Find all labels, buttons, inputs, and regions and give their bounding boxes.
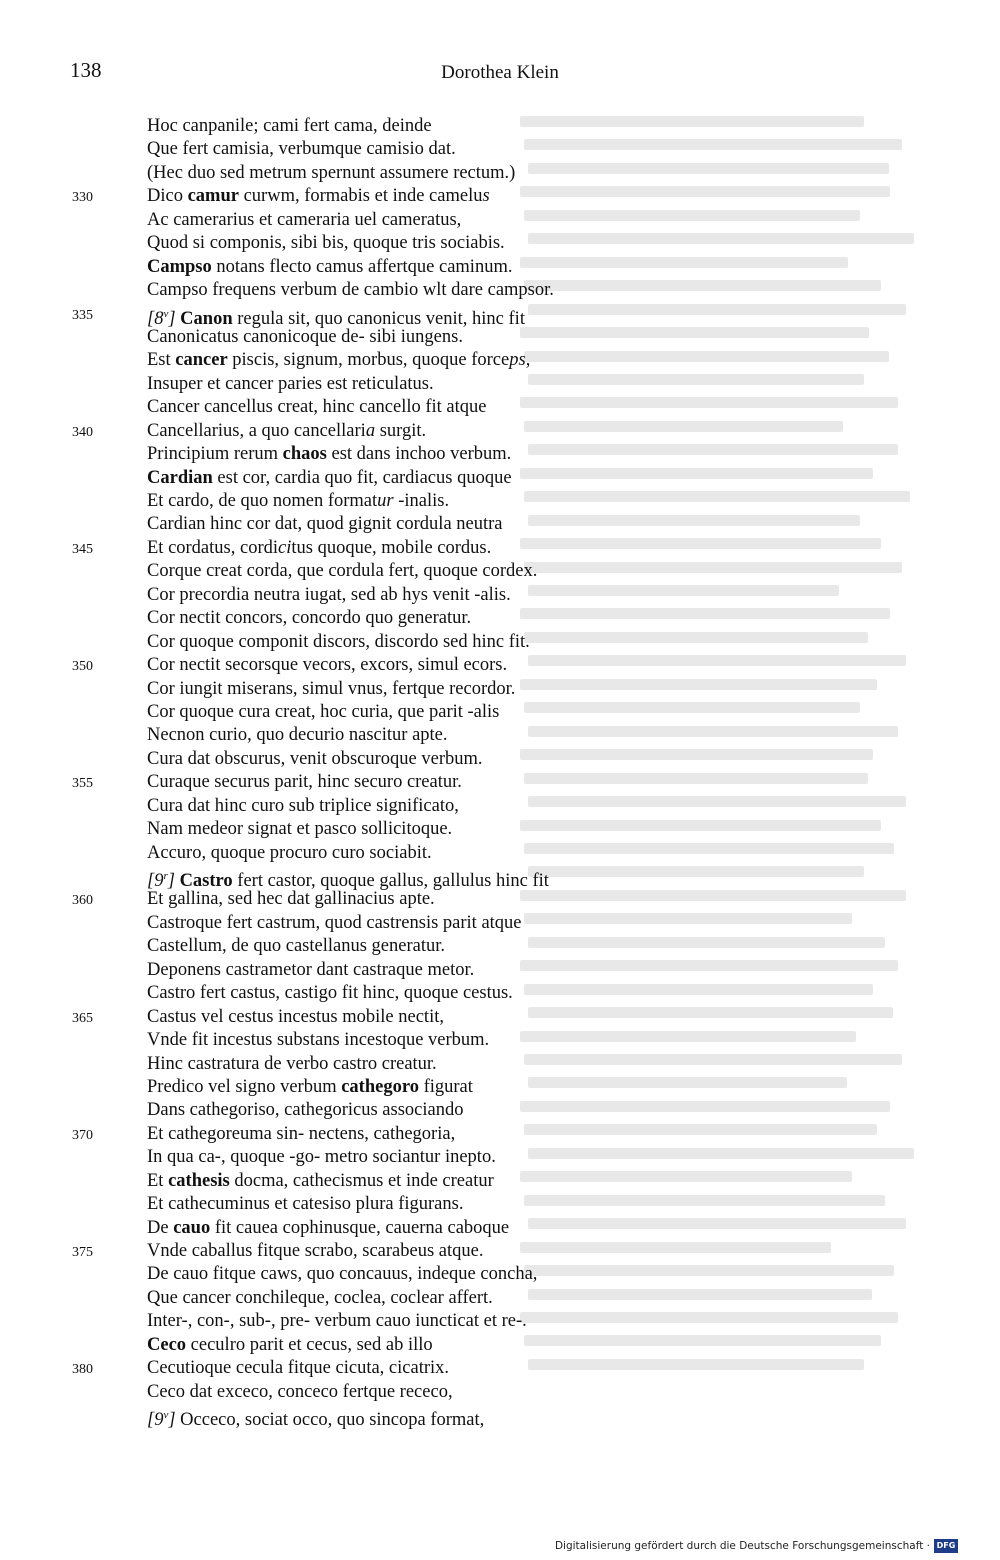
verse-text [147,115,432,138]
italic-text: ci [278,537,292,558]
text-run: fert castor, quoque gallus, gallulus hinc fit [232,871,549,892]
verse-text [147,162,515,185]
verse-text [147,748,483,771]
verse-text [147,818,452,841]
lemma-bold: Campso [147,256,212,277]
verse-line [0,1170,1000,1193]
text-run: Occeco, sociat occo, quo sincopa format, [180,1410,485,1431]
verse-line [0,1240,1000,1263]
verse-text [147,912,522,935]
text-run: Predico vel signo verbum [147,1076,342,1097]
text-run: Cor quoque cura creat, hoc curia, que parit -alis [147,701,500,722]
verse-line [0,771,1000,794]
verse-text [147,678,515,701]
verse-text [147,1240,483,1263]
folio-side-superscript: v [163,1409,169,1422]
italic-text: [9 [147,1410,164,1431]
verse-line [0,842,1000,865]
text-run: Inter-, con-, sub-, pre- verbum cauo iuncticat et re-. [147,1311,527,1332]
verse-text [147,842,432,865]
verse-line [0,1263,1000,1286]
verse-line [0,232,1000,255]
verse-text [147,888,435,911]
text-run: Cor precordia neutra iugat, sed ab hys venit -alis. [147,584,511,605]
verse-line [0,349,1000,372]
verse-line [0,467,1000,490]
line-number: 375 [72,1245,93,1260]
text-run: Cancellarius, a quo cancellari [147,420,366,441]
text-run: Est [147,350,176,371]
lemma-bold: cancer [175,350,228,371]
italic-text: [9 [147,871,164,892]
line-number: 330 [72,190,93,206]
verse-text [147,1170,494,1193]
verse-text [147,326,463,349]
italic-text: ] [167,871,180,892]
text-run: figurat [418,1076,473,1097]
verse-line [0,1217,1000,1240]
text-run: Vnde caballus fitque scrabo, scarabeus atque. [147,1241,484,1261]
line-number: 365 [72,1010,93,1026]
text-run: Cor nectit concors, concordo quo generatur. [147,608,472,629]
verse-line [0,1099,1000,1122]
verse-text [147,443,511,466]
text-run: regula sit, quo canonicus venit, hinc fit [232,308,525,329]
verse-text [147,185,490,208]
verse-line [0,1404,1000,1431]
verse-line [0,912,1000,935]
text-run: Cecutioque cecula fitque cicuta, cicatrix. [147,1358,450,1379]
verse-text [147,982,513,1005]
running-head: Dorothea Klein [441,62,559,83]
verse-line [0,303,1000,329]
text-run: Nam medeor signat et pasco sollicitoque. [147,819,453,840]
text-run: Et [147,1170,169,1191]
text-run: -inalis. [393,491,450,511]
lemma-bold: cauo [173,1217,211,1238]
verse-text [147,1123,455,1146]
lemma-bold: Ceco [147,1334,187,1355]
verse-text [147,959,474,982]
lemma-bold: Cardian [147,467,213,488]
verse-line [0,513,1000,536]
text-run: Castro fert castus, castigo fit hinc, quoque cestus. [147,983,513,1004]
verse-line [0,1334,1000,1357]
verse-text [147,795,459,818]
verse-line [0,326,1000,349]
verse-line [0,420,1000,443]
text-run: Hoc canpanile; cami fert cama, deinde [147,116,432,136]
verse-line [0,748,1000,771]
text-run: Cor nectit secorsque vecors, excors, simul ecors. [147,655,508,676]
page-number: 138 [70,58,102,82]
verse-line [0,1006,1000,1029]
line-number: 355 [72,776,93,792]
dfg-logo: DFG [934,1539,958,1553]
italic-text: [8 [147,308,164,329]
text-run: tus quoque, mobile cordus. [291,537,492,558]
text-run: notans flecto camus affertque caminum. [211,256,513,277]
text-run: surgit. [375,420,427,441]
verse-line [0,443,1000,466]
verse-line [0,256,1000,279]
folio-side-superscript: r [163,870,168,882]
text-run: Cor quoque componit discors, discordo sed hinc fit. [147,631,530,652]
line-number: 350 [72,659,93,675]
lemma-bold: chaos [282,444,327,465]
verse-line [0,185,1000,208]
text-run: Insuper et cancer paries est reticulatus. [147,373,434,394]
verse-line [0,584,1000,607]
text-run: docma, cathecismus et inde creatur [229,1170,494,1191]
lemma-bold: Castro [179,871,233,892]
verse-text [147,513,503,536]
verse-line [0,1076,1000,1099]
line-number: 345 [72,541,93,557]
lemma-bold: cathegoro [341,1076,419,1097]
verse-text [147,490,449,513]
verse-line [0,560,1000,583]
verse-text [147,1006,444,1029]
verse-text [147,654,507,677]
text-run: est cor, cardia quo fit, cardiacus quoque [212,467,512,488]
verse-line [0,631,1000,654]
verse-text [147,467,512,490]
text-run: Deponens castrametor dant castraque metor. [147,959,475,980]
poem-text [0,115,1000,1431]
verse-line [0,1123,1000,1146]
verse-text [147,560,537,583]
verse-line [0,490,1000,513]
text-run: De [147,1217,174,1238]
verse-line [0,1029,1000,1052]
verse-line [0,115,1000,138]
verse-line [0,1357,1000,1380]
text-run: Castus vel cestus incestus mobile nectit, [147,1006,444,1027]
text-run: Corque creat corda, que cordula fert, quoque cordex. [147,561,538,582]
verse-text [147,1404,484,1433]
verse-line [0,1381,1000,1404]
text-run: Vnde fit incestus substans incestoque verbum. [147,1030,490,1051]
verse-line [0,818,1000,841]
verse-text [147,373,434,396]
verse-line [0,678,1000,701]
italic-text: ps [509,350,526,371]
line-number: 360 [72,893,93,909]
lemma-bold: cathesis [168,1170,230,1191]
verse-text [147,232,505,255]
text-run: Cancer cancellus creat, hinc cancello fit atque [147,397,487,418]
text-run: (Hec duo sed metrum spernunt assumere rectum.) [147,162,516,183]
text-run: curwm, formabis et inde camelu [238,186,483,207]
verse-text [147,1357,449,1380]
folio-side-superscript: v [163,307,169,320]
verse-line [0,209,1000,232]
verse-line [0,888,1000,911]
text-run: Dans cathegoriso, cathegoricus associando [147,1100,464,1121]
text-run: Necnon curio, quo decurio nascitur apte. [147,725,448,746]
text-run: Et cathegoreuma sin- nectens, cathegoria, [147,1123,456,1144]
text-run: Cura dat hinc curo sub triplice significato, [147,795,459,816]
text-run: Ac camerarius et cameraria uel cameratus, [147,209,462,230]
text-run: Castroque fert castrum, quod castrensis parit atque [147,912,522,933]
italic-text: ] [168,308,181,329]
verse-text [147,1334,433,1357]
verse-text [147,537,491,560]
verse-line [0,537,1000,560]
verse-text [147,1263,537,1286]
verse-line [0,373,1000,396]
lemma-bold: camur [187,186,239,207]
verse-text [147,420,426,443]
italic-text: s [482,186,490,207]
line-number: 335 [72,307,93,323]
verse-text [147,396,487,419]
verse-text [147,279,554,302]
verse-text [147,138,456,161]
text-run: est dans inchoo verbum. [326,444,512,465]
text-run: Hinc castratura de verbo castro creatur. [147,1053,437,1074]
verse-line [0,1146,1000,1169]
text-run: Dico [147,186,188,207]
text-run: In qua ca-, quoque -go- metro sociantur inepto. [147,1147,496,1168]
credit-text: Digitalisierung gefördert durch die Deutsche Forschungsgemeinschaft · [554,1540,930,1552]
verse-line [0,1310,1000,1333]
italic-text: a [365,420,376,441]
line-number: 370 [72,1127,93,1143]
verse-text [147,1099,463,1122]
verse-text [147,584,511,607]
text-run: Cardian hinc cor dat, quod gignit cordula neutra [147,514,503,535]
verse-text [147,631,530,654]
verse-text [147,1146,496,1169]
line-number: 380 [72,1362,93,1378]
verse-line [0,935,1000,958]
verse-line [0,607,1000,630]
verse-line [0,724,1000,747]
verse-text [147,209,461,232]
verse-text [147,1381,453,1404]
verse-text [147,1193,463,1216]
text-run: piscis, signum, morbus, quoque force [227,350,510,371]
verse-line [0,162,1000,185]
lemma-bold: Canon [180,308,233,329]
verse-line [0,138,1000,161]
text-run: Cura dat obscurus, venit obscuroque verbum. [147,748,483,769]
text-run: Canonicatus canonicoque de- sibi iungens. [147,326,463,347]
verse-text [147,1287,493,1310]
verse-text [147,771,462,794]
text-run: Campso frequens verbum de cambio wlt dare campsor. [147,280,554,301]
verse-text [147,256,512,279]
italic-text: ] [168,1410,181,1431]
verse-line [0,701,1000,724]
digitization-credit [555,1539,958,1553]
text-run: fit cauea cophinusque, cauerna caboque [210,1217,510,1238]
verse-line [0,396,1000,419]
verse-line [0,1053,1000,1076]
verse-text [147,607,471,630]
text-run: Accuro, quoque procuro curo sociabit. [147,842,432,863]
verse-text [147,1053,437,1076]
verse-text [147,724,448,747]
text-run: Ceco dat exceco, conceco fertque receco, [147,1381,453,1402]
text-run: Et gallina, sed hec dat gallinacius apte. [147,889,435,910]
text-run: Quod si componis, sibi bis, quoque tris sociabis. [147,233,505,254]
verse-line [0,1193,1000,1216]
text-run: Et cardo, de quo nomen format [147,491,378,511]
text-run: Que cancer conchileque, coclea, coclear affert. [147,1287,493,1308]
text-run: , [525,350,531,371]
verse-line [0,959,1000,982]
text-run: Que fert camisia, verbumque camisio dat. [147,139,456,160]
text-run: ceculro parit et cecus, sed ab illo [186,1334,433,1355]
text-run: Castellum, de quo castellanus generatur. [147,936,445,957]
verse-text [147,1076,473,1099]
verse-line [0,982,1000,1005]
verse-line [0,654,1000,677]
verse-text [147,1217,509,1240]
verse-text [147,349,530,372]
text-run: Curaque securus parit, hinc securo creatur. [147,772,462,793]
verse-line [0,865,1000,892]
text-run: Et cathecuminus et catesiso plura figurans. [147,1194,464,1215]
text-run: Principium rerum [147,444,283,465]
italic-text: ur [377,491,394,511]
line-number: 340 [72,424,93,440]
verse-line [0,1287,1000,1310]
verse-text [147,1029,489,1052]
verse-text [147,1310,527,1333]
verse-text [147,935,445,958]
verse-line [0,795,1000,818]
text-run: De cauo fitque caws, quo concauus, indeque concha, [147,1264,538,1285]
verse-text [147,701,499,724]
verse-line [0,279,1000,302]
text-run: Et cordatus, cordi [147,537,278,558]
text-run: Cor iungit miserans, simul vnus, fertque recordor. [147,678,516,699]
